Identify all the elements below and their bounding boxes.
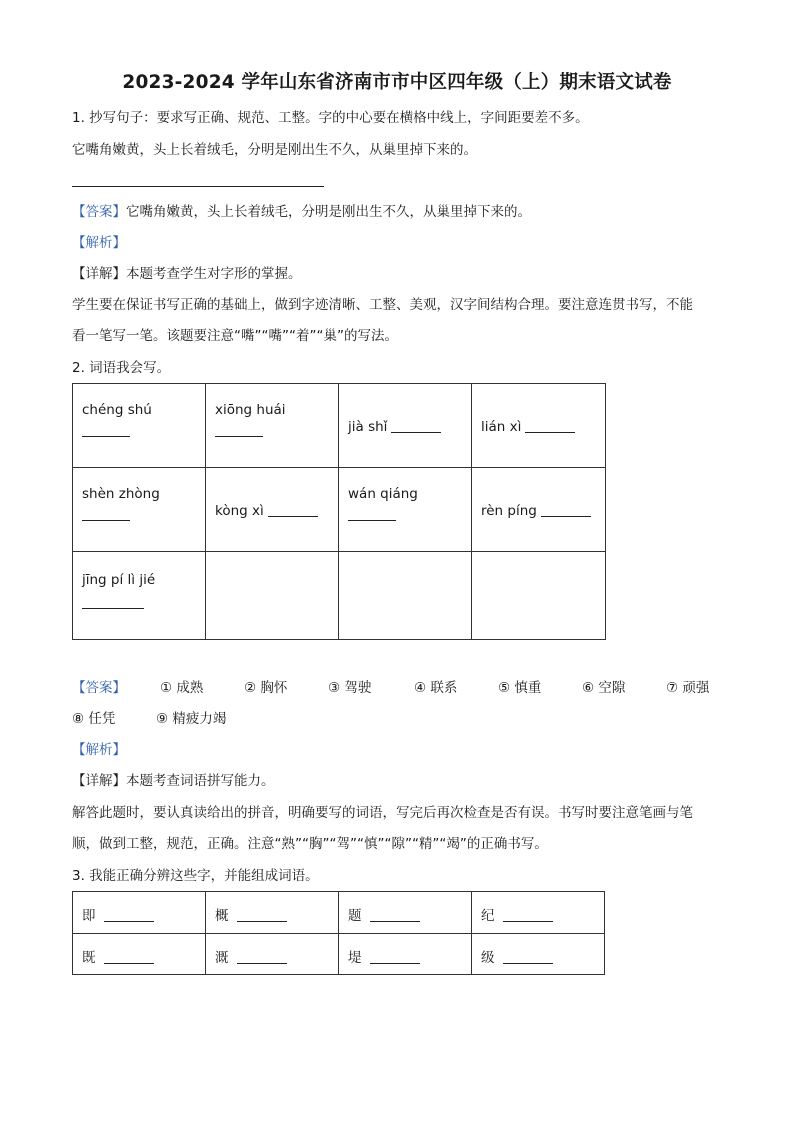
q3-cell <box>339 892 472 934</box>
pinyin-with-blank <box>215 503 318 519</box>
q2-cell-8 <box>472 468 606 552</box>
q2-answer-7: ⑦ 顽强 <box>666 680 710 696</box>
pinyin-label: jīng pí lì jié <box>82 572 156 588</box>
pinyin-with-blank <box>481 503 591 519</box>
pinyin-label: xiōng huái <box>215 402 286 418</box>
q2-cell-5 <box>73 468 206 552</box>
q2-answer-1: ① 成熟 <box>160 680 204 696</box>
answer-tag: 【答案】 <box>72 680 126 696</box>
q2-answer-5: ⑤ 慎重 <box>498 680 542 696</box>
pinyin-with-blank <box>481 419 575 435</box>
q2-pinyin-table <box>72 383 606 640</box>
answer-blank[interactable] <box>348 520 396 521</box>
answer-blank[interactable] <box>82 436 130 437</box>
q1-answer-text: 它嘴角嫩黄，头上长着绒毛，分明是刚出生不久，从巢里掉下来的。 <box>126 204 531 220</box>
q2-empty-cell <box>339 552 472 640</box>
character-label: 纪 <box>481 908 495 924</box>
q1-sentence: 它嘴角嫩黄，头上长着绒毛，分明是刚出生不久，从巢里掉下来的。 <box>72 142 477 158</box>
answer-blank[interactable] <box>525 432 575 433</box>
answer-tag: 【答案】 <box>72 204 126 220</box>
character-label: 即 <box>82 908 96 924</box>
answer-blank[interactable] <box>370 963 420 964</box>
q2-answer-4: ④ 联系 <box>414 680 458 696</box>
answer-blank[interactable] <box>237 963 287 964</box>
q1-para2: 看一笔写一笔。该题要注意“嘴”“嘴”“着”“巢”的写法。 <box>72 328 398 344</box>
answer-blank[interactable] <box>391 432 441 433</box>
q2-cell-2 <box>206 384 339 468</box>
q3-cell <box>73 892 206 934</box>
q2-cell-7 <box>339 468 472 552</box>
q2-empty-cell <box>206 552 339 640</box>
pinyin-label: chéng shú <box>82 402 152 418</box>
answer-blank[interactable] <box>82 520 130 521</box>
q2-detail-text: 本题考查词语拼写能力。 <box>126 773 275 789</box>
answer-blank[interactable] <box>268 516 318 517</box>
page-title: 2023-2024 学年山东省济南市市中区四年级（上）期末语文试卷 <box>122 72 672 93</box>
q2-para2: 顺，做到工整，规范，正确。注意“熟”“胸”“驾”“慎”“隙”“精”“竭”的正确书写。 <box>72 836 548 852</box>
q3-cell <box>472 934 605 975</box>
pinyin-label: shèn zhòng <box>82 486 160 502</box>
q2-cell-3 <box>339 384 472 468</box>
q1-para1: 学生要在保证书写正确的基础上，做到字迹清晰、工整、美观，汉字间结构合理。要注意连贯书写，不能 <box>72 297 693 313</box>
q2-prompt: 2. 词语我会写。 <box>72 360 171 376</box>
detail-tag: 【详解】 <box>72 266 126 282</box>
q1-analysis-tag: 【解析】 <box>72 235 126 251</box>
character-label: 溉 <box>215 950 229 966</box>
detail-tag: 【详解】 <box>72 773 126 789</box>
q2-analysis-tag: 【解析】 <box>72 742 126 758</box>
q1-prompt: 1. 抄写句子：要求写正确、规范、工整。字的中心要在横格中线上，字间距要差不多。 <box>72 110 589 126</box>
character-label: 既 <box>82 950 96 966</box>
pinyin-label: kòng xì <box>215 503 264 519</box>
q3-cell <box>206 892 339 934</box>
q2-empty-cell <box>472 552 606 640</box>
answer-blank[interactable] <box>370 921 420 922</box>
answer-blank[interactable] <box>104 963 154 964</box>
q2-answer-6: ⑥ 空隙 <box>582 680 626 696</box>
q3-cell <box>472 892 605 934</box>
answer-blank[interactable] <box>503 921 553 922</box>
q2-cell-9 <box>73 552 206 640</box>
q2-detail <box>72 771 275 791</box>
q3-cell <box>206 934 339 975</box>
q2-para1: 解答此题时，要认真读给出的拼音，明确要写的词语，写完后再次检查是否有误。书写时要注意笔画与笔 <box>72 805 693 821</box>
pinyin-label: wán qiáng <box>348 486 418 502</box>
q2-cell-4 <box>472 384 606 468</box>
character-label: 题 <box>348 908 362 924</box>
answer-blank[interactable] <box>215 436 263 437</box>
q2-cell-1 <box>73 384 206 468</box>
q3-cell <box>73 934 206 975</box>
answer-blank[interactable] <box>503 963 553 964</box>
q1-detail <box>72 264 302 284</box>
character-label: 概 <box>215 908 229 924</box>
q2-answer-8: ⑧ 任凭 <box>72 711 116 727</box>
q3-prompt: 3. 我能正确分辨这些字，并能组成词语。 <box>72 868 319 884</box>
q1-writing-line <box>72 186 324 187</box>
q2-answer-3: ③ 驾驶 <box>328 680 372 696</box>
q1-answer <box>72 202 531 222</box>
answer-blank[interactable] <box>104 921 154 922</box>
q1-detail-text: 本题考查学生对字形的掌握。 <box>126 266 302 282</box>
q3-character-table <box>72 891 605 975</box>
answer-blank[interactable] <box>237 921 287 922</box>
q2-answer-2: ② 胸怀 <box>244 680 288 696</box>
pinyin-with-blank <box>348 419 441 435</box>
answer-blank[interactable] <box>541 516 591 517</box>
q3-cell <box>339 934 472 975</box>
answer-blank[interactable] <box>82 608 144 609</box>
q2-cell-6 <box>206 468 339 552</box>
pinyin-label: jià shǐ <box>348 419 388 435</box>
character-label: 堤 <box>348 950 362 966</box>
pinyin-label: rèn píng <box>481 503 537 519</box>
q2-answer-9: ⑨ 精疲力竭 <box>156 711 227 727</box>
character-label: 级 <box>481 950 495 966</box>
pinyin-label: lián xì <box>481 419 522 435</box>
